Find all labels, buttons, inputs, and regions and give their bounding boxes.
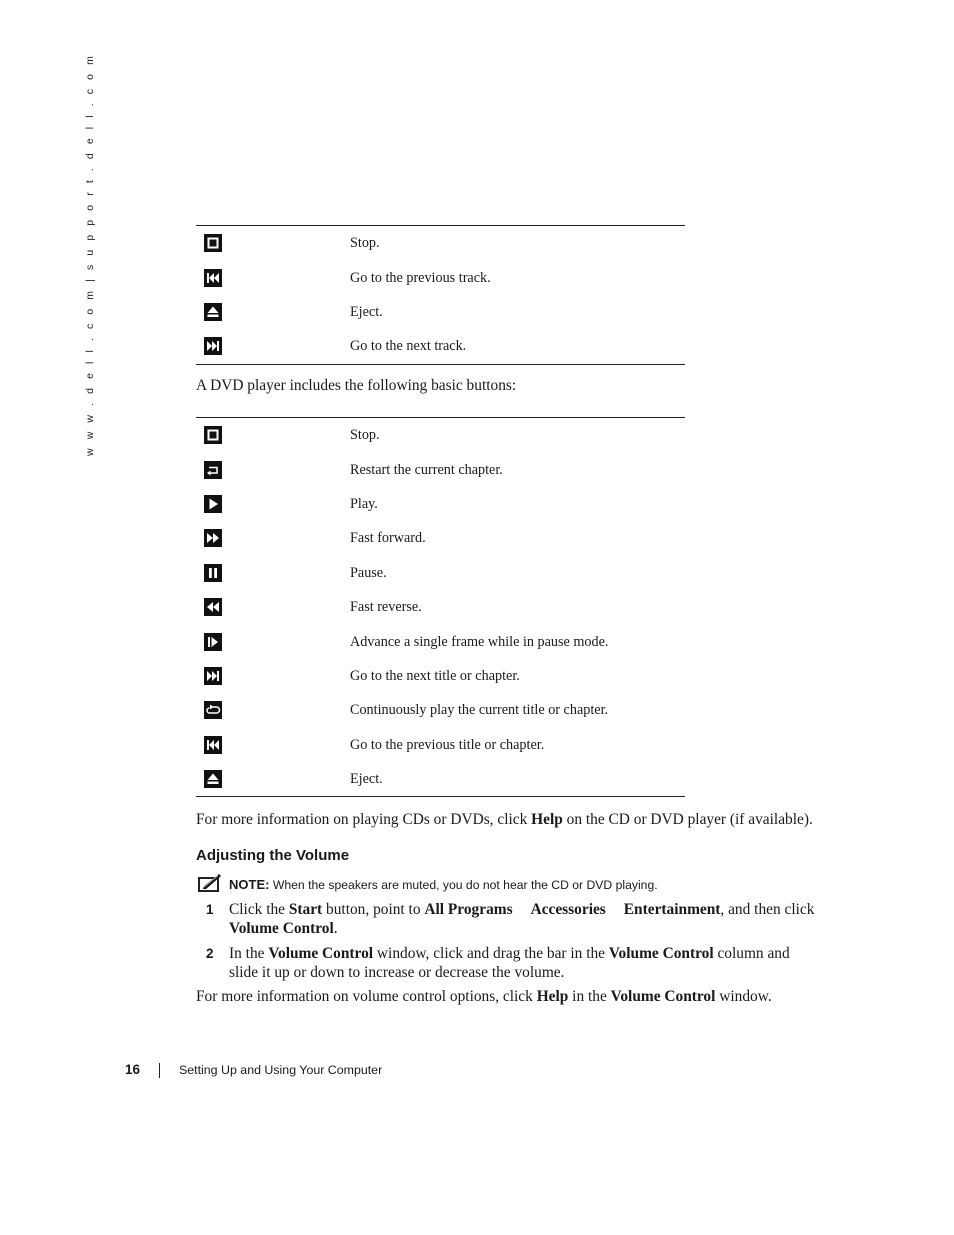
note-pencil-icon: [198, 874, 222, 894]
step-number: 2: [206, 946, 214, 961]
step-text: [229, 900, 819, 938]
table-row: [196, 487, 685, 521]
text-run: column and slide it up or down to increase or decrease the volume.: [229, 945, 790, 981]
table-row: [196, 556, 685, 590]
next-track-icon: [204, 337, 222, 355]
text-run: In the: [229, 945, 269, 962]
repeat-icon: [204, 701, 222, 719]
ui-term: Volume Control: [608, 945, 714, 962]
table-row: [196, 728, 685, 762]
fast-reverse-icon: [204, 598, 222, 616]
stop-icon: [204, 234, 222, 252]
button-description: Eject.: [350, 303, 383, 320]
text-run: , and then click: [720, 901, 815, 918]
button-description: Fast forward.: [350, 530, 426, 547]
button-description: Stop.: [350, 235, 380, 252]
ui-term: Volume Control: [229, 920, 334, 937]
pause-icon: [204, 564, 222, 582]
button-description: Pause.: [350, 564, 387, 581]
volume-info-text: [196, 987, 772, 1006]
footer-section-title: Setting Up and Using Your Computer: [179, 1063, 383, 1077]
dvd-intro-text: A DVD player includes the following basic buttons:: [196, 377, 517, 394]
button-description: Play.: [350, 495, 378, 512]
text-run: window.: [715, 988, 772, 1005]
ui-term: Start: [288, 901, 323, 918]
button-description: Fast reverse.: [350, 599, 422, 616]
play-icon: [204, 495, 222, 513]
button-description: Continuously play the current title or chapter.: [350, 702, 609, 719]
ui-term: Entertainment: [623, 901, 721, 918]
table-row: [196, 329, 685, 363]
ui-term: Accessories: [530, 901, 606, 918]
button-description: Restart the current chapter.: [350, 461, 503, 478]
text-run: button, point to: [322, 901, 425, 918]
table-row: [196, 762, 685, 796]
previous-track-icon: [204, 269, 222, 287]
ui-term: Volume Control: [610, 988, 716, 1005]
table-row: [196, 226, 685, 260]
help-term: Help: [536, 988, 569, 1005]
table-row: [196, 590, 685, 624]
button-description: Go to the previous title or chapter.: [350, 736, 545, 753]
table-row: [196, 624, 685, 658]
text-run: For more information on volume control options, click: [196, 988, 537, 1005]
note-text: [229, 876, 658, 894]
text-run: window, click and drag the bar in the: [373, 945, 609, 962]
text-run: For more information on playing CDs or DVDs, click: [196, 811, 532, 828]
table-row: [196, 260, 685, 294]
text-run: in the: [568, 988, 611, 1005]
step-number: 1: [206, 902, 214, 917]
button-description: Go to the previous track.: [350, 269, 491, 286]
ui-term: Volume Control: [268, 945, 374, 962]
dvd-buttons-table: [196, 417, 685, 797]
stop-icon: [204, 426, 222, 444]
button-description: Go to the next track.: [350, 338, 467, 355]
table-row: [196, 693, 685, 727]
next-title-icon: [204, 667, 222, 685]
table-row: [196, 452, 685, 486]
section-heading: Adjusting the Volume: [196, 847, 350, 864]
button-description: Stop.: [350, 427, 380, 444]
page-number: 16: [125, 1062, 141, 1077]
ui-term: All Programs: [424, 901, 513, 918]
table-row: [196, 659, 685, 693]
table-row: [196, 521, 685, 555]
sidebar-url: w w w . d e l l . c o m | s u p p o r t . d e l l . c o m: [84, 53, 96, 456]
button-description: Eject.: [350, 771, 383, 788]
more-info-text: [196, 810, 813, 829]
text-run: Click the: [229, 901, 289, 918]
text-run: on the CD or DVD player (if available).: [562, 811, 813, 828]
help-term: Help: [531, 811, 563, 828]
fast-forward-icon: [204, 529, 222, 547]
eject-icon: [204, 770, 222, 788]
table-row: [196, 295, 685, 329]
cd-buttons-table: [196, 225, 685, 365]
note-label: NOTE:: [229, 877, 270, 892]
eject-icon: [204, 303, 222, 321]
previous-title-icon: [204, 736, 222, 754]
text-run: When the speakers are muted, you do not hear the CD or DVD playing.: [269, 878, 658, 892]
button-description: Go to the next title or chapter.: [350, 667, 520, 684]
button-description: Advance a single frame while in pause mode.: [350, 633, 609, 650]
step-text: [229, 944, 819, 982]
restart-chapter-icon: [204, 461, 222, 479]
text-run: .: [333, 920, 338, 937]
table-row: [196, 418, 685, 452]
footer-divider: [159, 1063, 160, 1078]
frame-advance-icon: [204, 633, 222, 651]
